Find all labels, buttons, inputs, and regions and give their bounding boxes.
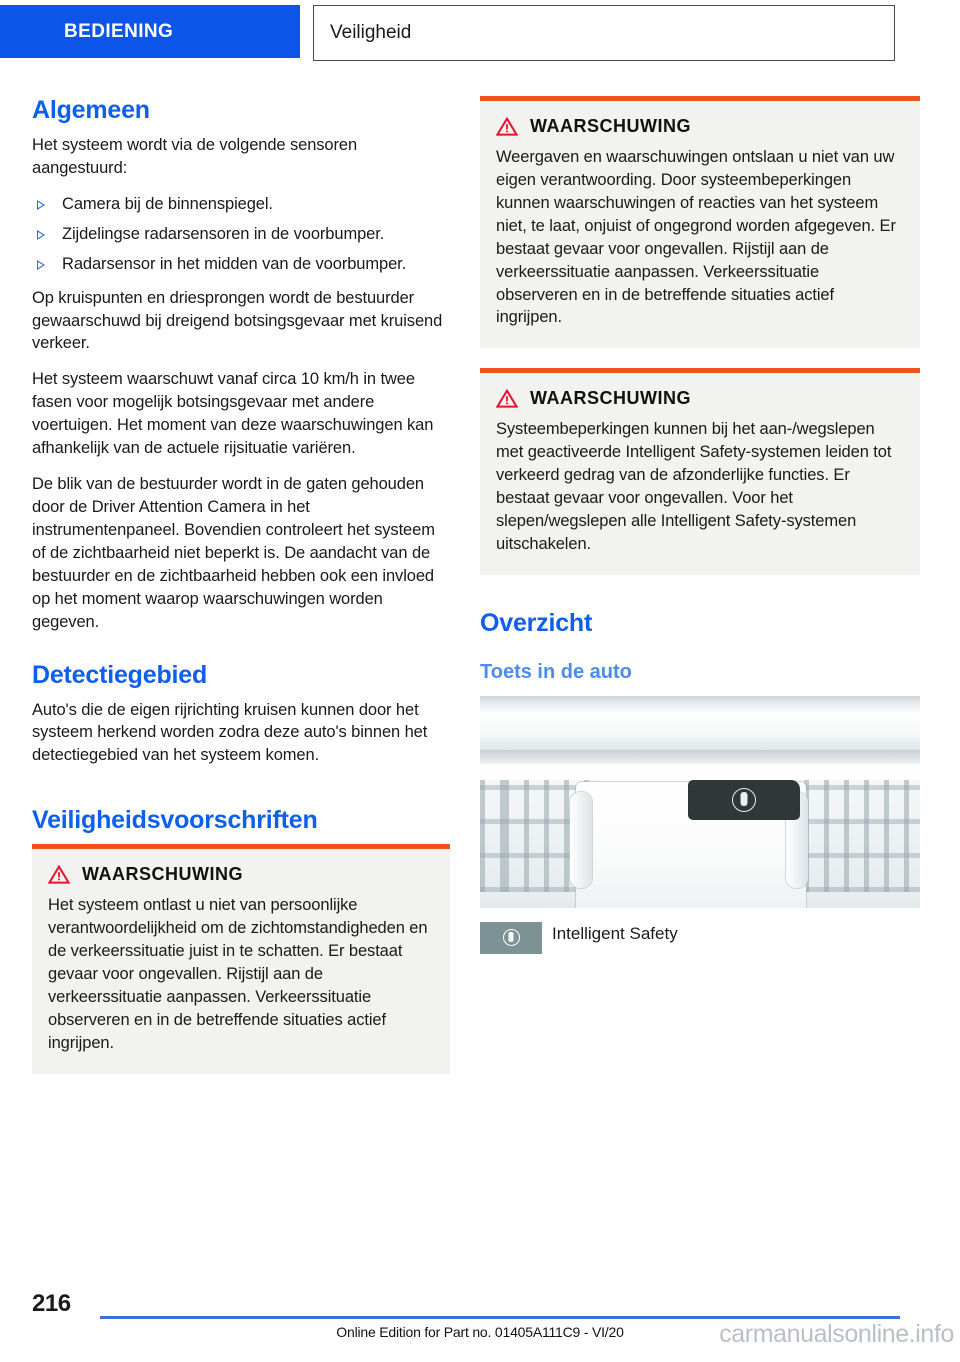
- header-section-label: Veiligheid: [330, 22, 412, 43]
- spacer: [32, 780, 450, 806]
- intelligent-safety-icon: [732, 788, 756, 812]
- header-chapter-tab: [0, 5, 300, 58]
- legend-chip: [480, 922, 542, 954]
- photo-band: [480, 696, 920, 714]
- heading-overzicht: Overzicht: [480, 608, 593, 637]
- spacer: [32, 647, 450, 661]
- warning-header: [48, 864, 434, 885]
- footer-divider: [100, 1316, 900, 1319]
- header-section-box: [313, 5, 895, 61]
- intelligent-safety-button[interactable]: [688, 780, 800, 820]
- watermark: carmanualsonline.info: [719, 1320, 954, 1348]
- footer-note: Online Edition for Part no. 01405A111C9 - VI/20: [336, 1324, 624, 1340]
- page-footer: [0, 1276, 960, 1362]
- warning-text: Weergaven en waarschuwingen ontslaan u niet van uw eigen verantwoording. Door systeembeperkingen kunnen waarschuwingen of reacties van het systeem niet, te laat, onjuist of ongegrond worden afgegeven. Er bestaat gevaar voor ongevallen. Rijstijl aan de verkeerssituatie aanpassen. Verkeerssituatie observeren en in de betreffende situaties actief ingrijpen.: [496, 148, 896, 327]
- spacer: [480, 595, 920, 609]
- subheading-toets-in-de-auto: Toets in de auto: [480, 660, 632, 683]
- left-column: [32, 96, 450, 1074]
- page-header: [0, 5, 960, 63]
- warning-title: WAARSCHUWING: [530, 116, 691, 136]
- paragraph-detectiegebied: Auto's die de eigen rijrichting kruisen kunnen door het systeem herkend worden zodra deze auto's binnen het detectiegebied van het systeem komen.: [32, 700, 428, 765]
- warning-title: WAARSCHUWING: [530, 388, 691, 409]
- paragraph-waarschuwt: Het systeem waarschuwt vanaf circa 10 km/h in twee fasen voor mogelijk botsingsgevaar met andere voertuigen. Het moment van deze waarschuwingen kan afhankelijk van de actuele rijsituatie variëren.: [32, 370, 434, 458]
- page-number: 216: [32, 1290, 71, 1317]
- triangle-bullet-icon: [37, 260, 45, 270]
- spacer: [480, 647, 920, 661]
- right-column: [480, 96, 920, 954]
- photo-band: [480, 714, 920, 750]
- paragraph-intro: Het systeem wordt via de volgende sensoren aangestuurd:: [32, 136, 358, 177]
- warning-header: [496, 116, 904, 137]
- paragraph-blik: De blik van de bestuurder wordt in de gaten gehouden door de Driver Attention Camera in het instrumentenpaneel. Bovendien controleert het systeem of de zichtbaarheid niet beperkt is. De aandacht van de bestuurder en de zichtbaarheid hebben ook een invloed op het moment waarop waarschuwingen worden gegeven.: [32, 475, 435, 631]
- photo-legend: [480, 922, 920, 954]
- header-chapter-label: BEDIENING: [64, 20, 174, 42]
- heading-detectiegebied: Detectiegebied: [32, 660, 208, 689]
- warning-title: WAARSCHUWING: [82, 864, 243, 885]
- warning-text: Systeembeperkingen kunnen bij het aan-/wegslepen met geactiveerde Intelligent Safety-systemen leiden tot verkeerd gedrag van de afzonderlijke functies. Er bestaat gevaar voor ongevallen. Voor het slepen/wegslepen alle Intelligent Safety-systemen uitschakelen.: [496, 420, 892, 553]
- warning-box-left: [32, 844, 450, 1073]
- triangle-bullet-icon: [37, 200, 45, 210]
- list-item-label: Camera bij de binnenspiegel.: [62, 194, 273, 213]
- panel-edge: [570, 792, 592, 888]
- legend-label: Intelligent Safety: [552, 923, 678, 943]
- sensor-list: [32, 193, 450, 276]
- list-item-label: Radarsensor in het midden van de voorbumper.: [62, 254, 407, 273]
- list-item: [32, 193, 450, 216]
- triangle-bullet-icon: [37, 230, 45, 240]
- list-item-label: Zijdelingse radarsensoren in de voorbumper.: [62, 224, 385, 243]
- intelligent-safety-icon: [503, 929, 520, 946]
- warning-box-right-1: [480, 96, 920, 348]
- warning-triangle-icon: [496, 117, 518, 136]
- warning-header: [496, 388, 904, 409]
- warning-box-right-2: [480, 368, 920, 575]
- paragraph-kruispunten: Op kruispunten en driesprongen wordt de bestuurder gewaarschuwd bij dreigend botsingsgevaar met kruisend verkeer.: [32, 288, 443, 353]
- warning-triangle-icon: [48, 865, 70, 884]
- photo-band: [480, 750, 920, 764]
- heading-algemeen: Algemeen: [32, 96, 150, 124]
- list-item: [32, 223, 450, 246]
- warning-triangle-icon: [496, 389, 518, 408]
- heading-veiligheidsvoorschriften: Veiligheidsvoorschriften: [32, 806, 318, 835]
- dashboard-photo: [480, 696, 920, 908]
- list-item: [32, 253, 450, 276]
- warning-text: Het systeem ontlast u niet van persoonlijke verantwoordelijkheid om de zichtomstandigheden en de verkeerssituatie juist in te schatten. Er bestaat gevaar voor ongevallen. Rijstijl aan de verkeerssituatie aanpassen. Verkeerssituatie observeren en in de betreffende situaties actief ingrijpen.: [48, 896, 428, 1052]
